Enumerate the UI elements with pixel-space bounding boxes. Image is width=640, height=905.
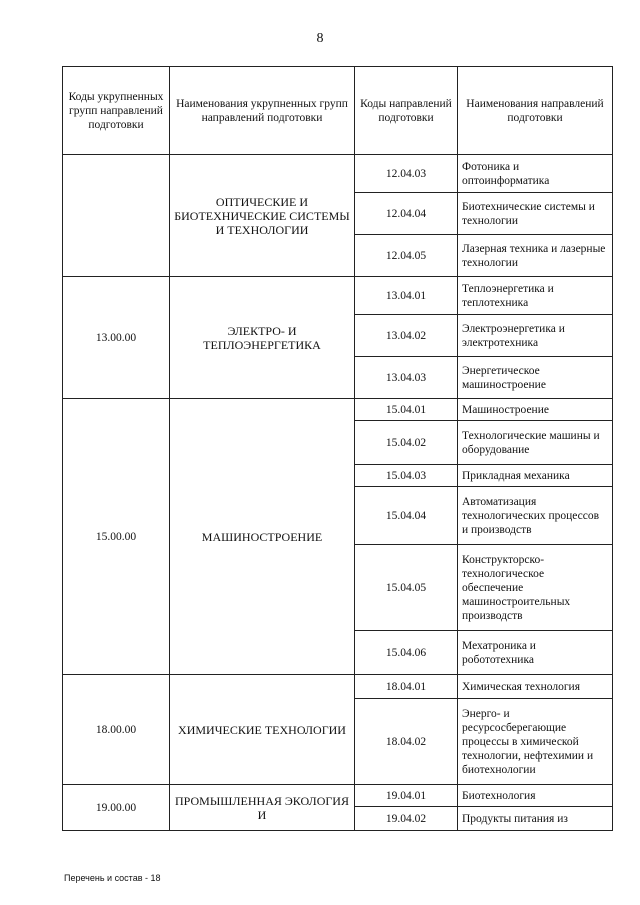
- table-header-row: [63, 67, 613, 155]
- group-code: [63, 155, 170, 277]
- header-group-names: Наименования укрупненных групп направлений подготовки: [170, 67, 355, 155]
- directions-table: [62, 66, 613, 831]
- group-name: МАШИНОСТРОЕНИЕ: [170, 399, 355, 675]
- direction-name: Энерго- и ресурсосберегающие процессы в химической технологии, нефтехимии и биотехнологии: [458, 699, 613, 785]
- direction-code: 19.04.02: [355, 807, 458, 831]
- group-code: 15.00.00: [63, 399, 170, 675]
- header-direction-codes: Коды направлений подготовки: [355, 67, 458, 155]
- direction-name: Продукты питания из: [458, 807, 613, 831]
- direction-code: 13.04.03: [355, 357, 458, 399]
- table-row: [63, 399, 613, 421]
- header-group-codes: Коды укрупненных групп направлений подготовки: [63, 67, 170, 155]
- direction-name: Мехатроника и робототехника: [458, 631, 613, 675]
- direction-code: 15.04.04: [355, 487, 458, 545]
- group-name: ПРОМЫШЛЕННАЯ ЭКОЛОГИЯ И: [170, 785, 355, 831]
- direction-name: Электроэнергетика и электротехника: [458, 315, 613, 357]
- direction-code: 13.04.02: [355, 315, 458, 357]
- direction-code: 15.04.01: [355, 399, 458, 421]
- page-number: 8: [316, 31, 324, 46]
- direction-code: 15.04.06: [355, 631, 458, 675]
- table-row: [63, 675, 613, 699]
- direction-name: Теплоэнергетика и теплотехника: [458, 277, 613, 315]
- group-code: 18.00.00: [63, 675, 170, 785]
- direction-code: 15.04.03: [355, 465, 458, 487]
- direction-name: Химическая технология: [458, 675, 613, 699]
- group-code: 19.00.00: [63, 785, 170, 831]
- table-row: [63, 155, 613, 193]
- header-direction-names: Наименования направлений подготовки: [458, 67, 613, 155]
- direction-code: 12.04.04: [355, 193, 458, 235]
- group-name: ОПТИЧЕСКИЕ И БИОТЕХНИЧЕСКИЕ СИСТЕМЫ И ТЕХНОЛОГИИ: [170, 155, 355, 277]
- direction-code: 18.04.02: [355, 699, 458, 785]
- direction-name: Машиностроение: [458, 399, 613, 421]
- group-code: 13.00.00: [63, 277, 170, 399]
- direction-code: 15.04.05: [355, 545, 458, 631]
- group-name: ЭЛЕКТРО- И ТЕПЛОЭНЕРГЕТИКА: [170, 277, 355, 399]
- direction-code: 15.04.02: [355, 421, 458, 465]
- direction-name: Технологические машины и оборудование: [458, 421, 613, 465]
- direction-code: 12.04.05: [355, 235, 458, 277]
- group-name: ХИМИЧЕСКИЕ ТЕХНОЛОГИИ: [170, 675, 355, 785]
- direction-name: Биотехнические системы и технологии: [458, 193, 613, 235]
- direction-code: 12.04.03: [355, 155, 458, 193]
- table-row: [63, 785, 613, 807]
- direction-name: Фотоника и оптоинформатика: [458, 155, 613, 193]
- direction-code: 19.04.01: [355, 785, 458, 807]
- direction-code: 13.04.01: [355, 277, 458, 315]
- direction-code: 18.04.01: [355, 675, 458, 699]
- direction-name: Энергетическое машиностроение: [458, 357, 613, 399]
- direction-name: Прикладная механика: [458, 465, 613, 487]
- direction-name: Конструкторско-технологическое обеспечение машиностроительных производств: [458, 545, 613, 631]
- direction-name: Автоматизация технологических процессов и производств: [458, 487, 613, 545]
- page-footer: Перечень и состав - 18: [64, 873, 161, 883]
- direction-name: Лазерная техника и лазерные технологии: [458, 235, 613, 277]
- direction-name: Биотехнология: [458, 785, 613, 807]
- table-row: [63, 277, 613, 315]
